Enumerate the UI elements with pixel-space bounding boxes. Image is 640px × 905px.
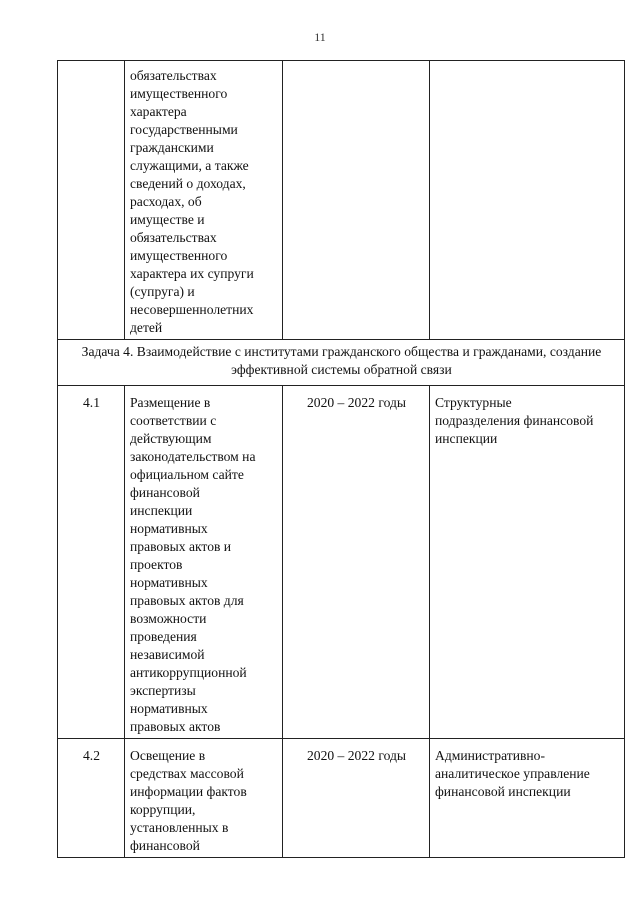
cell-term [283,61,430,340]
task-header-row [58,340,625,386]
table-row-continuation [58,61,625,340]
page-number: 11 [314,30,326,44]
table-row [58,739,625,858]
cell-number: 4.1 [58,386,125,739]
cell-term: 2020 – 2022 годы [283,386,430,739]
task-4-header: Задача 4. Взаимодействие с институтами гражданского общества и гражданами, создание эффективной системы обратной связи [58,340,625,386]
cell-number: 4.2 [58,739,125,858]
cell-measure-text: Освещение в средствах массовой информации фактов коррупции, установленных в финансовой [125,739,283,858]
cell-executor [430,61,625,340]
cell-term: 2020 – 2022 годы [283,739,430,858]
cell-executor: Структурные подразделения финансовой инспекции [430,386,625,739]
cell-measure-text: обязательствах имущественного характера государственными гражданскими служащими, а также сведений о доходах, расходах, об имуществе и обязательствах имущественного характера их супруги (супруга) и несовершеннолетних детей [125,61,283,340]
cell-measure-text: Размещение в соответствии с действующим законодательством на официальном сайте финансовой инспекции нормативных правовых актов и проектов нормативных правовых актов для возможности проведения независимой антикоррупционной экспертизы нормативных правовых актов [125,386,283,739]
table-row [58,386,625,739]
measures-table [57,60,625,858]
cell-number [58,61,125,340]
cell-executor: Административно- аналитическое управление финансовой инспекции [430,739,625,858]
